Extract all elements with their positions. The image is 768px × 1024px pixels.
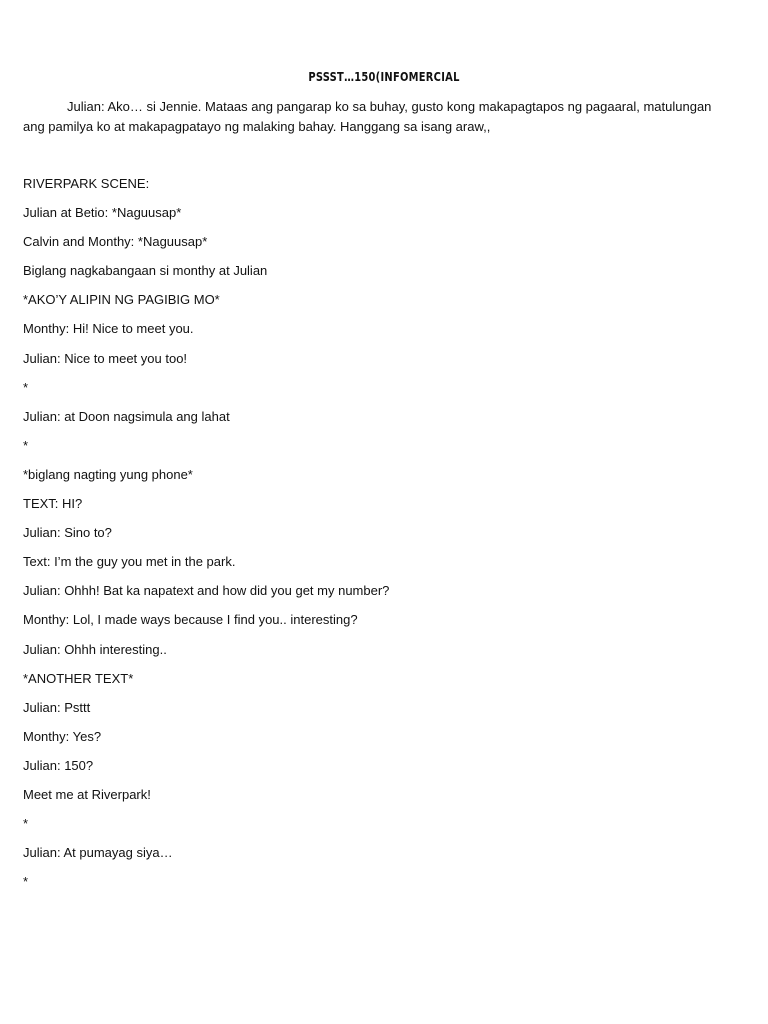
script-lines xyxy=(23,174,723,901)
script-line: Meet me at Riverpark! xyxy=(23,786,151,802)
script-line: Julian: 150? xyxy=(23,757,94,773)
script-line: * xyxy=(23,437,29,453)
script-line: Julian: Ohhh interesting.. xyxy=(23,641,167,657)
script-line: *biglang nagting yung phone* xyxy=(23,466,193,482)
document-title: PSSST…150(INFOMERCIAL xyxy=(308,69,460,84)
script-line: Monthy: Yes? xyxy=(23,728,102,744)
intro-paragraph xyxy=(23,97,723,137)
script-line: Julian: Sino to? xyxy=(23,525,112,541)
script-line: Julian: Psttt xyxy=(23,699,91,715)
script-line: *AKO’Y ALIPIN NG PAGIBIG MO* xyxy=(23,292,220,308)
script-line: Text: I’m the guy you met in the park. xyxy=(23,554,236,570)
script-line: Calvin and Monthy: *Naguusap* xyxy=(23,234,208,250)
script-line: Julian: Nice to meet you too! xyxy=(23,350,188,366)
intro-text: Julian: Ako… si Jennie. Mataas ang pangarap ko sa buhay, gusto kong makapagtapos ng pagaaral, matulungan ang pamilya ko at makapagpatayo ng malaking bahay. Hanggang sa isang araw,, xyxy=(23,99,712,134)
script-line: Monthy: Hi! Nice to meet you. xyxy=(23,321,194,337)
script-line: Julian: at Doon nagsimula ang lahat xyxy=(23,408,230,424)
script-line: Monthy: Lol, I made ways because I find you.. interesting? xyxy=(23,612,358,628)
script-line: Julian: Ohhh! Bat ka napatext and how did you get my number? xyxy=(23,583,390,599)
script-line: *ANOTHER TEXT* xyxy=(23,670,134,686)
script-line: RIVERPARK SCENE: xyxy=(23,176,150,191)
script-line: Julian: At pumayag siya… xyxy=(23,845,173,861)
script-line: * xyxy=(23,379,29,395)
script-line: Biglang nagkabangaan si monthy at Julian xyxy=(23,263,268,279)
script-line: Julian at Betio: *Naguusap* xyxy=(23,205,182,221)
script-line: TEXT: HI? xyxy=(23,496,83,512)
script-line: * xyxy=(23,816,29,832)
script-line: * xyxy=(23,874,29,890)
